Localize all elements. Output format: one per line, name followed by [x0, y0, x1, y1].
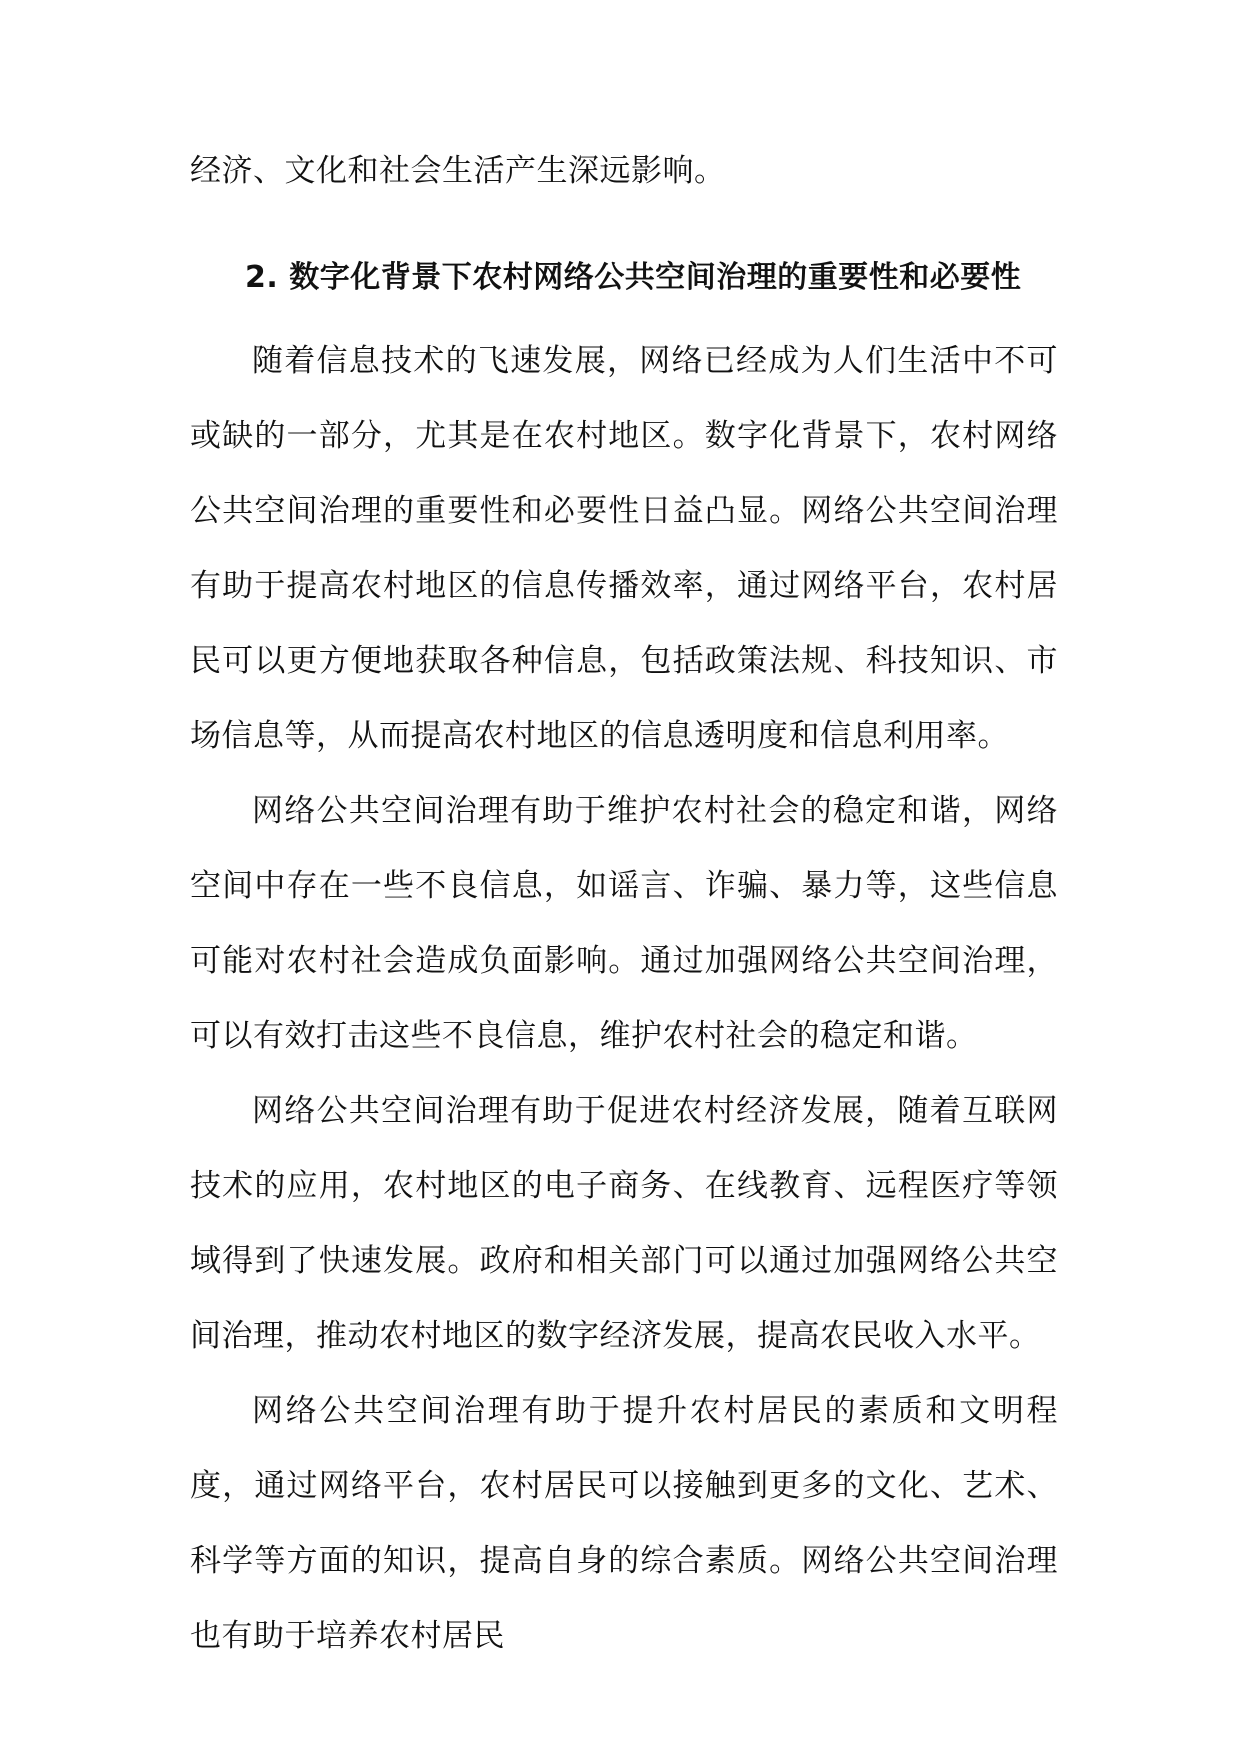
- continued-paragraph: 经济、文化和社会生活产生深远影响。: [190, 153, 726, 189]
- economy-paragraph: 网络公共空间治理有助于促进农村经济发展，随着互联网技术的应用，农村地区的电子商务、在线教育、远程医疗等领域得到了快速发展。政府和相关部门可以通过加强网络公共空间治理，推动农村地区的数字经济发展，提高农民收入水平。: [190, 1093, 1058, 1354]
- quality-paragraph: 网络公共空间治理有助于提升农村居民的素质和文明程度，通过网络平台，农村居民可以接触到更多的文化、艺术、科学等方面的知识，提高自身的综合素质。网络公共空间治理也有助于培养农村居民: [190, 1393, 1058, 1654]
- stability-paragraph: 网络公共空间治理有助于维护农村社会的稳定和谐，网络空间中存在一些不良信息，如谣言、诈骗、暴力等，这些信息可能对农村社会造成负面影响。通过加强网络公共空间治理，可以有效打击这些不良信息，维护农村社会的稳定和谐。: [190, 793, 1058, 1054]
- section-heading: 2. 数字化背景下农村网络公共空间治理的重要性和必要性: [245, 260, 1022, 295]
- importance-paragraph: 随着信息技术的飞速发展，网络已经成为人们生活中不可或缺的一部分，尤其是在农村地区。数字化背景下，农村网络公共空间治理的重要性和必要性日益凸显。网络公共空间治理有助于提高农村地区的信息传播效率，通过网络平台，农村居民可以更方便地获取各种信息，包括政策法规、科技知识、市场信息等，从而提高农村地区的信息透明度和信息利用率。: [190, 343, 1058, 754]
